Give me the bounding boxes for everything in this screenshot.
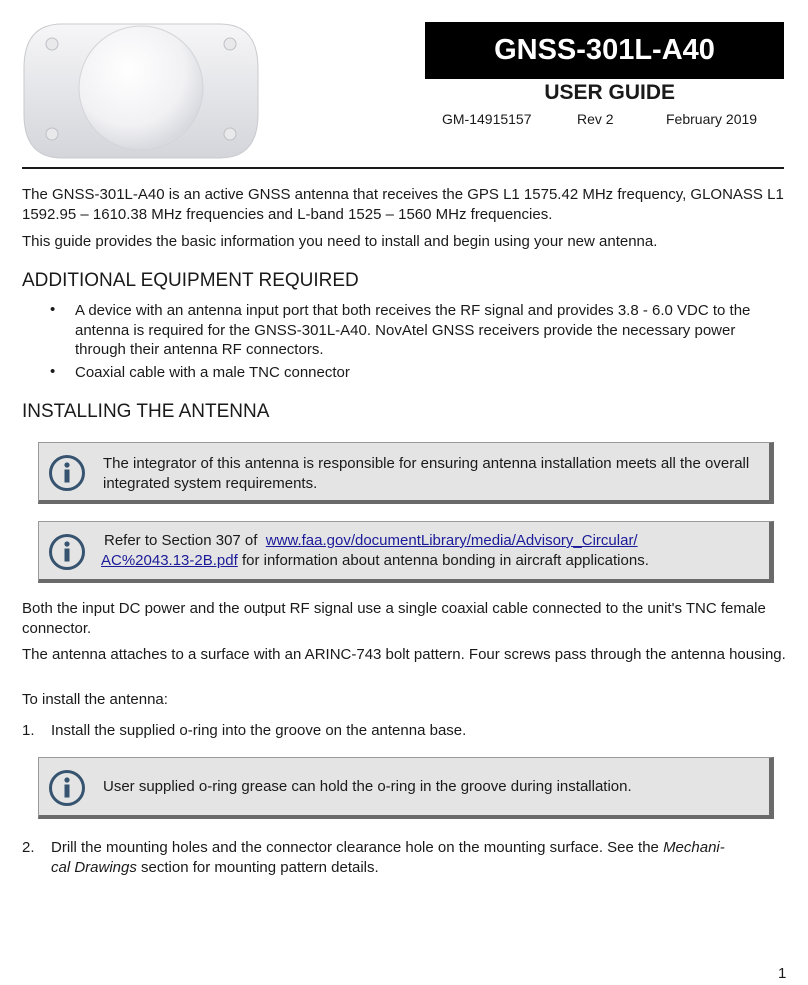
heading-installing: INSTALLING THE ANTENNA xyxy=(22,401,270,422)
mechanical-drawings-ref: Mechani- xyxy=(663,839,725,856)
bullet-marker: • xyxy=(50,363,56,380)
publish-date: February 2019 xyxy=(666,111,758,127)
bullet-marker: • xyxy=(50,301,56,318)
info-icon xyxy=(48,454,86,492)
note-text xyxy=(103,531,759,570)
note-text: The integrator of this antenna is responsible for ensuring antenna installation meets all the overall integrated system requirements. xyxy=(103,455,750,492)
document-number: GM-14915157 xyxy=(442,111,532,127)
antenna-photo xyxy=(22,18,260,164)
body-paragraph: The antenna attaches to a surface with an ARINC-743 bolt pattern. Four screws pass through the antenna housing. xyxy=(22,646,786,663)
note-text: User supplied o-ring grease can hold the o-ring in the groove during installation. xyxy=(103,778,632,795)
page-number: 1 xyxy=(778,965,787,982)
header-divider xyxy=(22,167,784,169)
intro-paragraph-1: The GNSS-301L-A40 is an active GNSS antenna that receives the GPS L1 1575.42 MHz frequency, GLONASS L1 1592.95 – 1610.38 MHz frequencies and L-band 1525 – 1560 MHz frequencies. xyxy=(22,186,784,223)
info-note xyxy=(38,757,774,819)
step-number: 2. xyxy=(22,839,35,856)
body-paragraph: Both the input DC power and the output RF signal use a single coaxial cable connected to the unit's TNC female connector. xyxy=(22,600,766,637)
step-text-part: Drill the mounting holes and the connector clearance hole on the mounting surface. See the xyxy=(51,839,659,856)
step-text: Install the supplied o-ring into the groove on the antenna base. xyxy=(51,722,467,739)
list-item: Coaxial cable with a male TNC connector xyxy=(75,364,350,381)
document-subtitle: USER GUIDE xyxy=(544,81,675,104)
note-text-prefix: Refer to Section 307 of xyxy=(104,532,258,549)
note-text-suffix: for information about antenna bonding in aircraft applications. xyxy=(241,551,649,569)
product-title: GNSS-301L-A40 xyxy=(425,22,784,79)
heading-additional-equipment: ADDITIONAL EQUIPMENT REQUIRED xyxy=(22,270,359,291)
info-icon xyxy=(48,769,86,807)
list-item: A device with an antenna input port that both receives the RF signal and provides 3.8 - 6.0 VDC to the antenna is required for the GNSS-301L-A40. NovAtel GNSS receivers provide the necessary power through their antenna RF connectors. xyxy=(75,302,751,358)
faa-link-line-2[interactable]: AC%2043.13-2B.pdf xyxy=(101,551,238,569)
info-icon xyxy=(48,533,86,571)
body-paragraph: To install the antenna: xyxy=(22,691,168,708)
info-note xyxy=(38,521,774,583)
revision: Rev 2 xyxy=(577,111,614,127)
step-text-part: section for mounting pattern details. xyxy=(141,858,379,876)
step-number: 1. xyxy=(22,722,35,739)
step-text xyxy=(51,838,786,877)
info-note xyxy=(38,442,774,504)
mechanical-drawings-ref: cal Drawings xyxy=(51,858,137,876)
intro-paragraph-2: This guide provides the basic information you need to install and begin using your new antenna. xyxy=(22,233,658,250)
faa-link-line-1[interactable]: www.faa.gov/documentLibrary/media/Advisory_Circular/ xyxy=(265,532,638,549)
